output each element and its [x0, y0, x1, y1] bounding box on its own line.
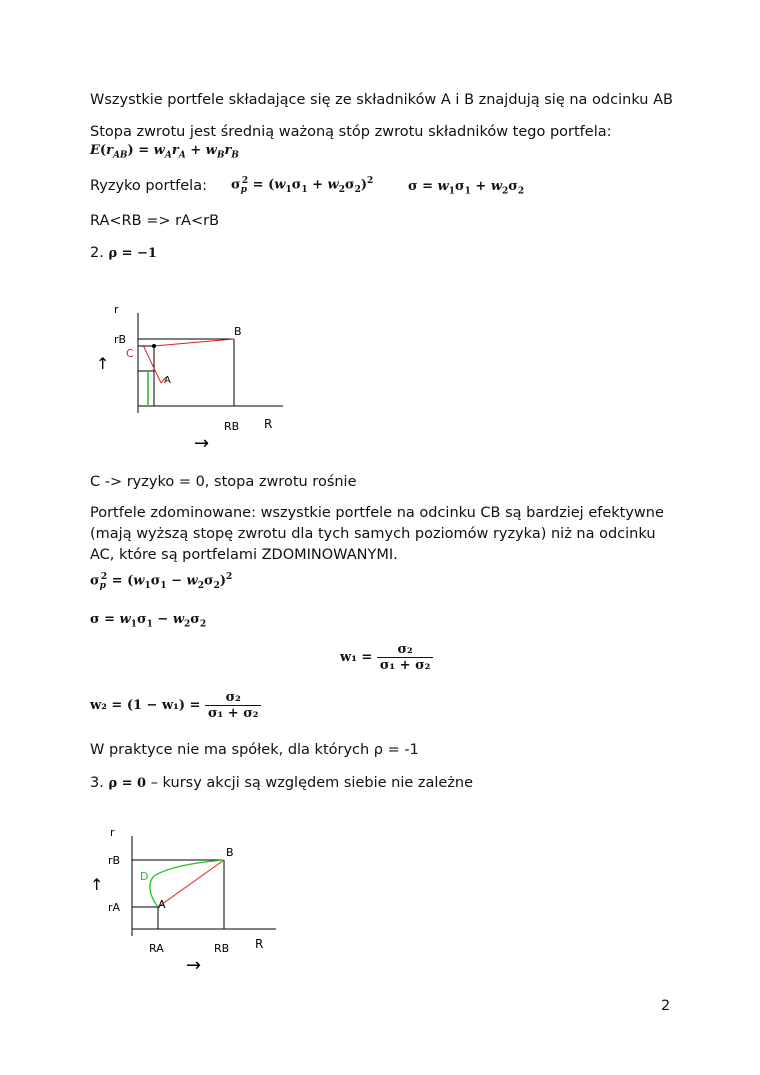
- x-axis-label: R: [255, 937, 264, 951]
- ab-segment: [158, 860, 224, 907]
- c-line: C -> ryzyko = 0, stopa zwrotu rośnie: [90, 474, 357, 490]
- point-c-marker: [152, 344, 156, 348]
- y-axis-label: r: [114, 303, 119, 316]
- formula-sigma-plus: $\sigma = w_1\sigma_1 + w_2\sigma_2$: [408, 179, 525, 197]
- chart-rho-zero: [90, 818, 300, 978]
- risk-label: Ryzyko portfela:: [90, 178, 207, 194]
- formula-variance-minus: $\sigma_p^2 = (w_1\sigma_1 - w_2\sigma_2)^2$: [90, 572, 233, 591]
- rB-label: rB: [108, 854, 121, 867]
- section-2-number: 2.: [90, 245, 104, 261]
- ca-segment: [143, 345, 161, 383]
- x-RB-label: RB: [214, 942, 230, 955]
- rB-label: rB: [114, 333, 127, 346]
- arrow-up-icon: ↑: [90, 875, 104, 894]
- section-2-rho: ρ = −1: [108, 246, 157, 261]
- y-axis-label: r: [110, 826, 115, 839]
- point-a-label: A: [164, 375, 171, 386]
- arrow-right-icon: →: [186, 955, 202, 976]
- point-b-label: B: [226, 846, 234, 859]
- section-3-heading: [90, 773, 473, 794]
- point-d-label: D: [140, 870, 149, 883]
- arrow-up-icon: ↑: [96, 354, 110, 373]
- w2-numerator: σ₂: [205, 690, 262, 706]
- x-RA-label: RA: [149, 942, 164, 955]
- formula-variance-plus: $\sigma_p^2 = (w_1\sigma_1 + w_2\sigma_2)^2$: [231, 176, 374, 195]
- rA-label: rA: [108, 901, 121, 914]
- x-RB-label: RB: [224, 420, 240, 433]
- point-b-label: B: [234, 325, 242, 338]
- w1-denominator: σ₁ + σ₂: [379, 658, 431, 673]
- formula-w2: [90, 690, 261, 721]
- page-number: 2: [661, 998, 671, 1014]
- section-2-heading: [90, 243, 157, 264]
- relation-line: RA<RB => rA<rB: [90, 213, 220, 229]
- arrow-right-icon: →: [194, 433, 210, 454]
- formula-return: $E(r_{AB}) = w_Ar_A + w_Br_B$: [90, 143, 239, 161]
- dominated-paragraph: Portfele zdominowane: wszystkie portfele na odcinku CB są bardziej efektywne (mają wyższą stopę zwrotu dla tych samych poziomów ryzyka) niż na odcinku AC, które są portfelami ZDOMINOWANYMI.: [90, 505, 664, 563]
- intro-line: Wszystkie portfele składające się ze składników A i B znajdują się na odcinku AB: [90, 92, 673, 108]
- section-3-rho: ρ = 0: [108, 776, 147, 791]
- practice-line: W praktyce nie ma spółek, dla których ρ = -1: [90, 742, 419, 758]
- formula-w1: [340, 642, 433, 673]
- w2-denominator: σ₁ + σ₂: [207, 706, 259, 721]
- section-3-number: 3.: [90, 775, 104, 791]
- x-axis-label: R: [264, 417, 273, 431]
- w1-label: w₁ =: [340, 650, 373, 665]
- w2-label: w₂ = (1 − w₁) =: [90, 698, 201, 713]
- point-a-label: A: [158, 898, 166, 911]
- chart-rho-minus-one: [90, 295, 300, 455]
- return-description: Stopa zwrotu jest średnią ważoną stóp zwrotu składników tego portfela:: [90, 124, 612, 140]
- section-3-text: – kursy akcji są względem siebie nie zależne: [146, 775, 474, 791]
- point-c-label: C: [126, 347, 134, 360]
- w1-numerator: σ₂: [377, 642, 434, 658]
- cb-segment: [154, 339, 234, 346]
- formula-sigma-minus: $\sigma = w_1\sigma_1 - w_2\sigma_2$: [90, 612, 207, 630]
